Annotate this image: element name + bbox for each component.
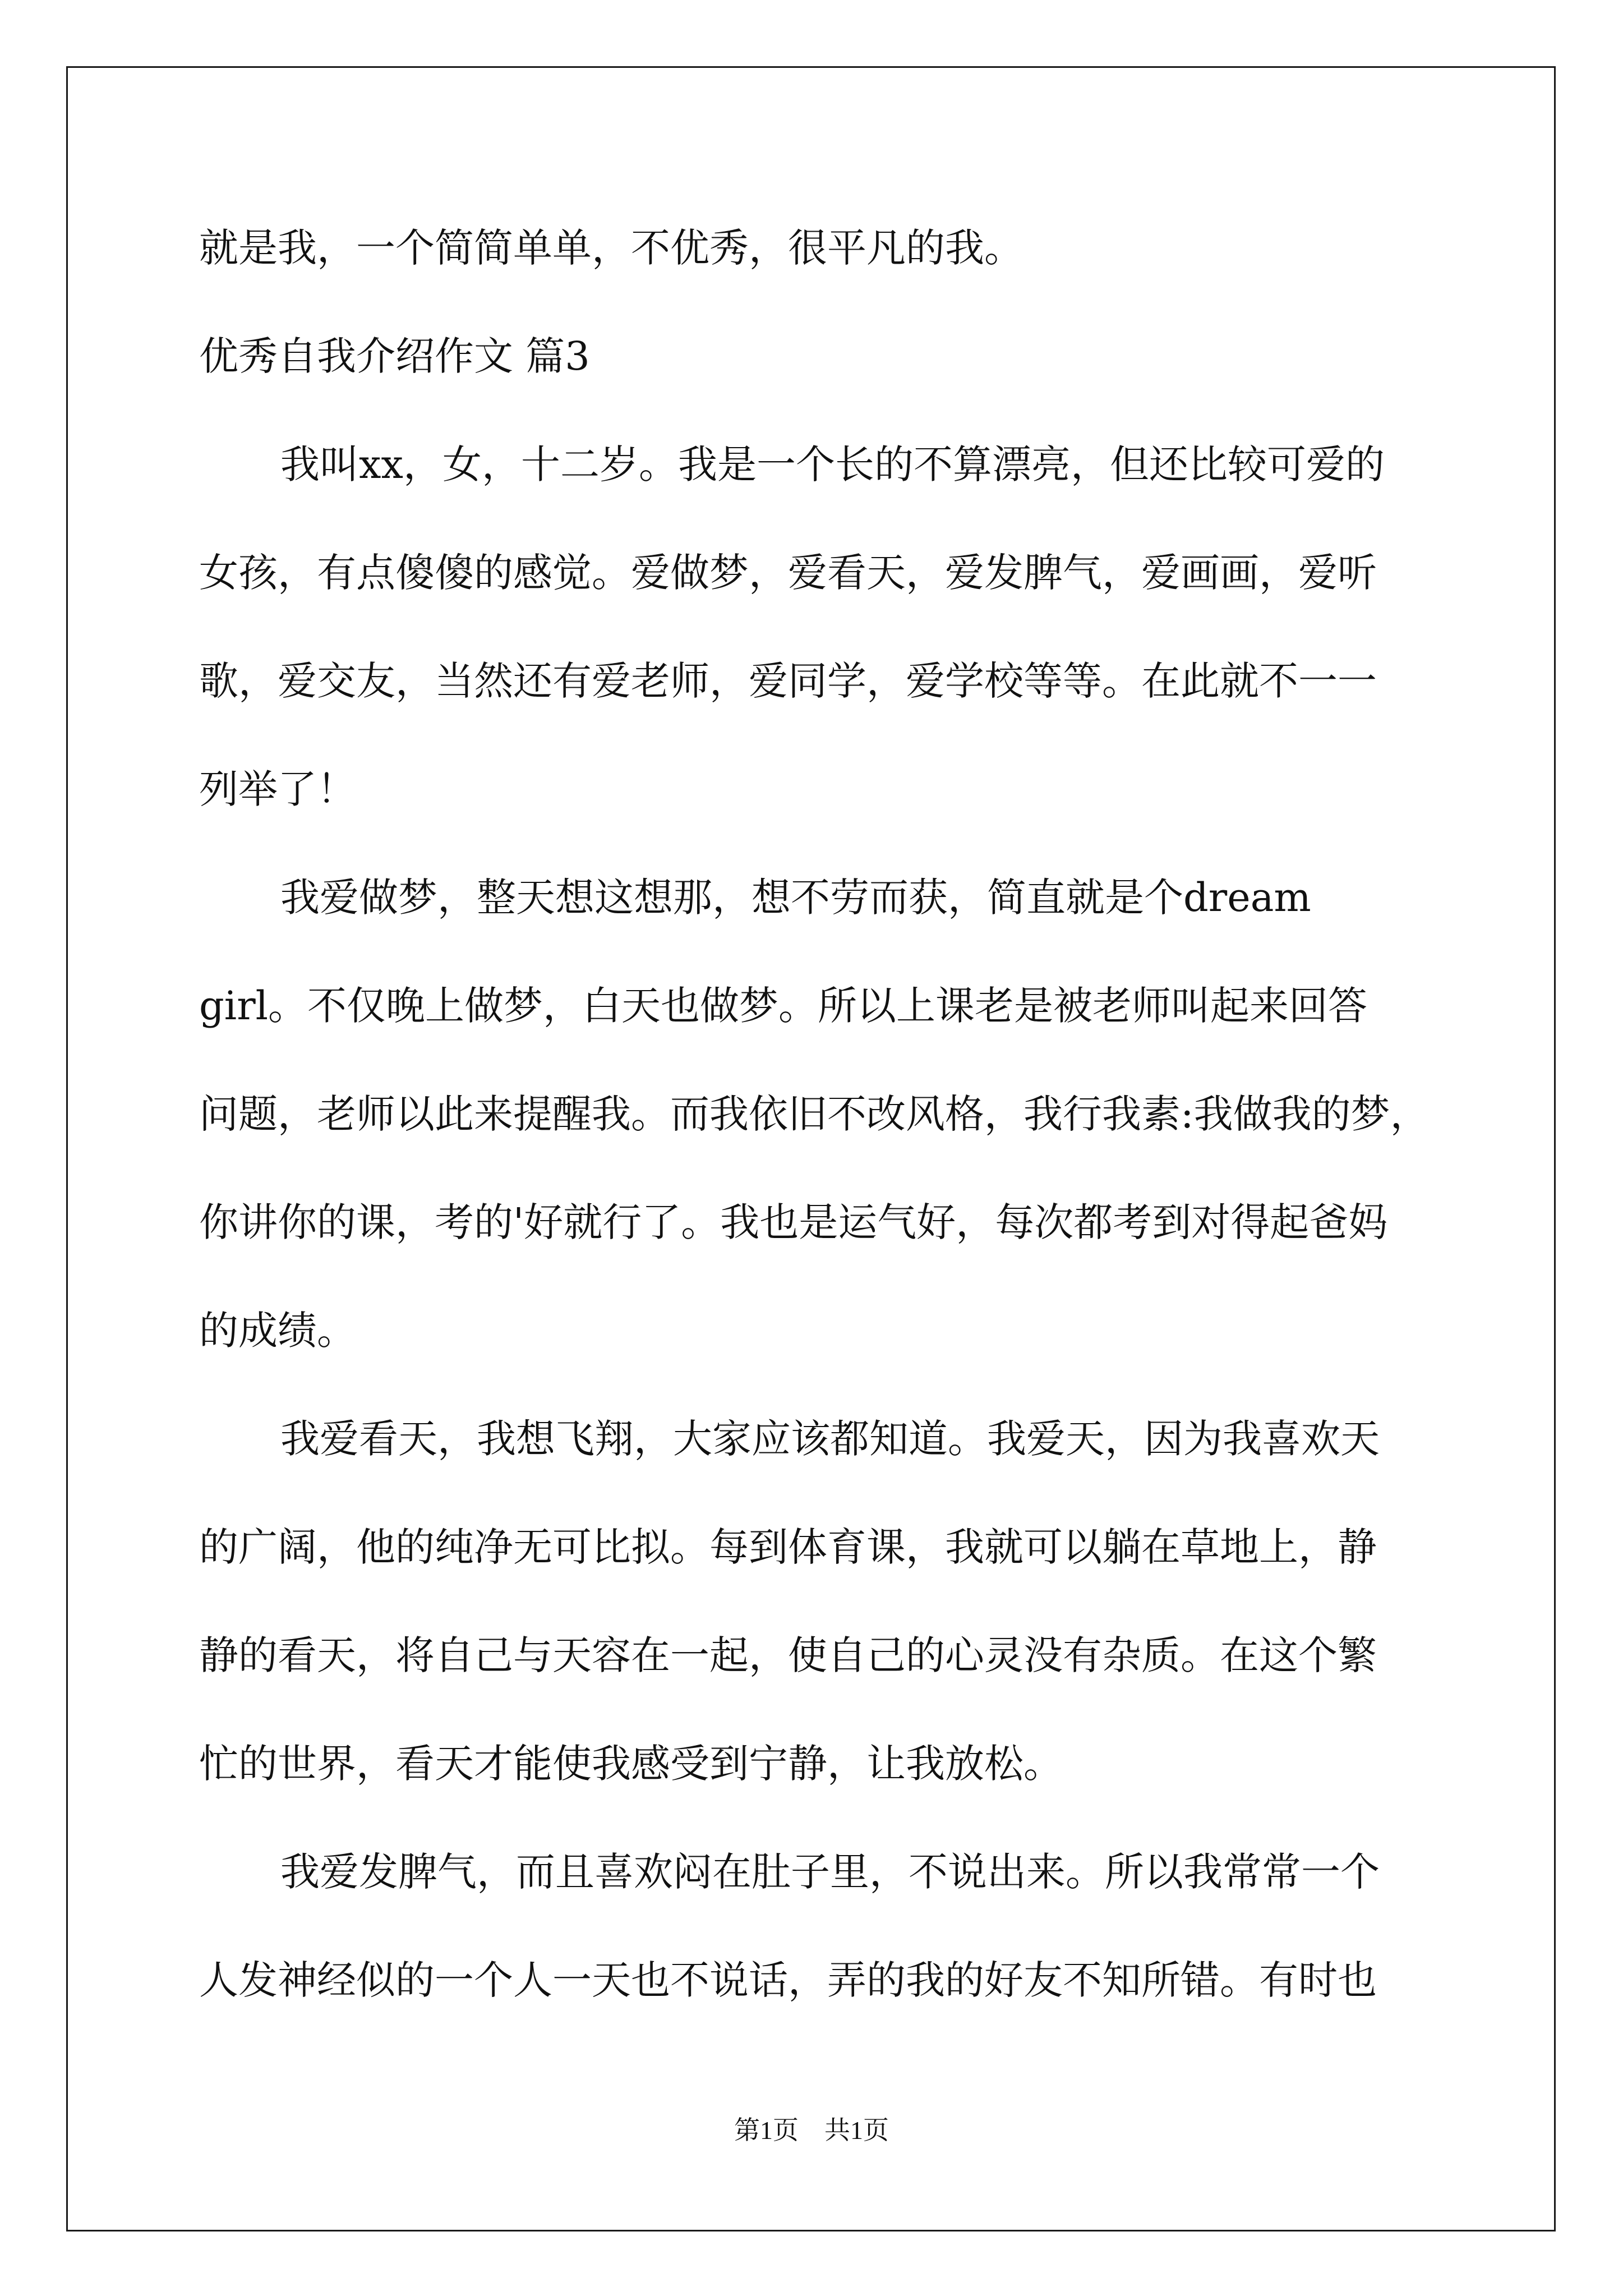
text-line: 人发神经似的一个人一天也不说话，弄的我的好友不知所错。有时也	[199, 1957, 1377, 2003]
text-line: girl。不仅晚上做梦，白天也做梦。所以上课老是被老师叫起来回答	[199, 983, 1368, 1029]
text-line: 的广阔，他的纯净无可比拟。每到体育课，我就可以躺在草地上，静	[199, 1524, 1377, 1570]
text-line: 你讲你的课，考的'好就行了。我也是运气好，每次都考到对得起爸妈	[199, 1199, 1388, 1245]
section-heading: 优秀自我介绍作文 篇3	[199, 333, 590, 379]
page-border	[66, 66, 1556, 2231]
text-line: 的成绩。	[199, 1308, 356, 1354]
text-line: 我爱发脾气，而且喜欢闷在肚子里，不说出来。所以我常常一个	[280, 1849, 1380, 1895]
text-line: 忙的世界，看天才能使我感受到宁静，让我放松。	[199, 1741, 1063, 1787]
text-line: 静的看天，将自己与天容在一起，使自己的心灵没有杂质。在这个繁	[199, 1632, 1377, 1678]
text-line: 女孩，有点傻傻的感觉。爱做梦，爱看天，爱发脾气，爱画画，爱听	[199, 550, 1377, 596]
text-line: 我爱看天，我想飞翔，大家应该都知道。我爱天，因为我喜欢天	[280, 1416, 1380, 1462]
text-line: 就是我，一个简简单单，不优秀，很平凡的我。	[199, 225, 1023, 271]
text-line: 我爱做梦，整天想这想那，想不劳而获，简直就是个dream	[280, 875, 1311, 921]
text-line: 问题，老师以此来提醒我。而我依旧不改风格，我行我素:我做我的梦，	[199, 1091, 1430, 1137]
text-line: 列举了！	[199, 766, 356, 812]
page-number: 第1页 共1页	[734, 2116, 889, 2145]
text-line: 我叫xx，女，十二岁。我是一个长的不算漂亮，但还比较可爱的	[280, 441, 1385, 487]
text-line: 歌，爱交友，当然还有爱老师，爱同学，爱学校等等。在此就不一一	[199, 658, 1377, 704]
